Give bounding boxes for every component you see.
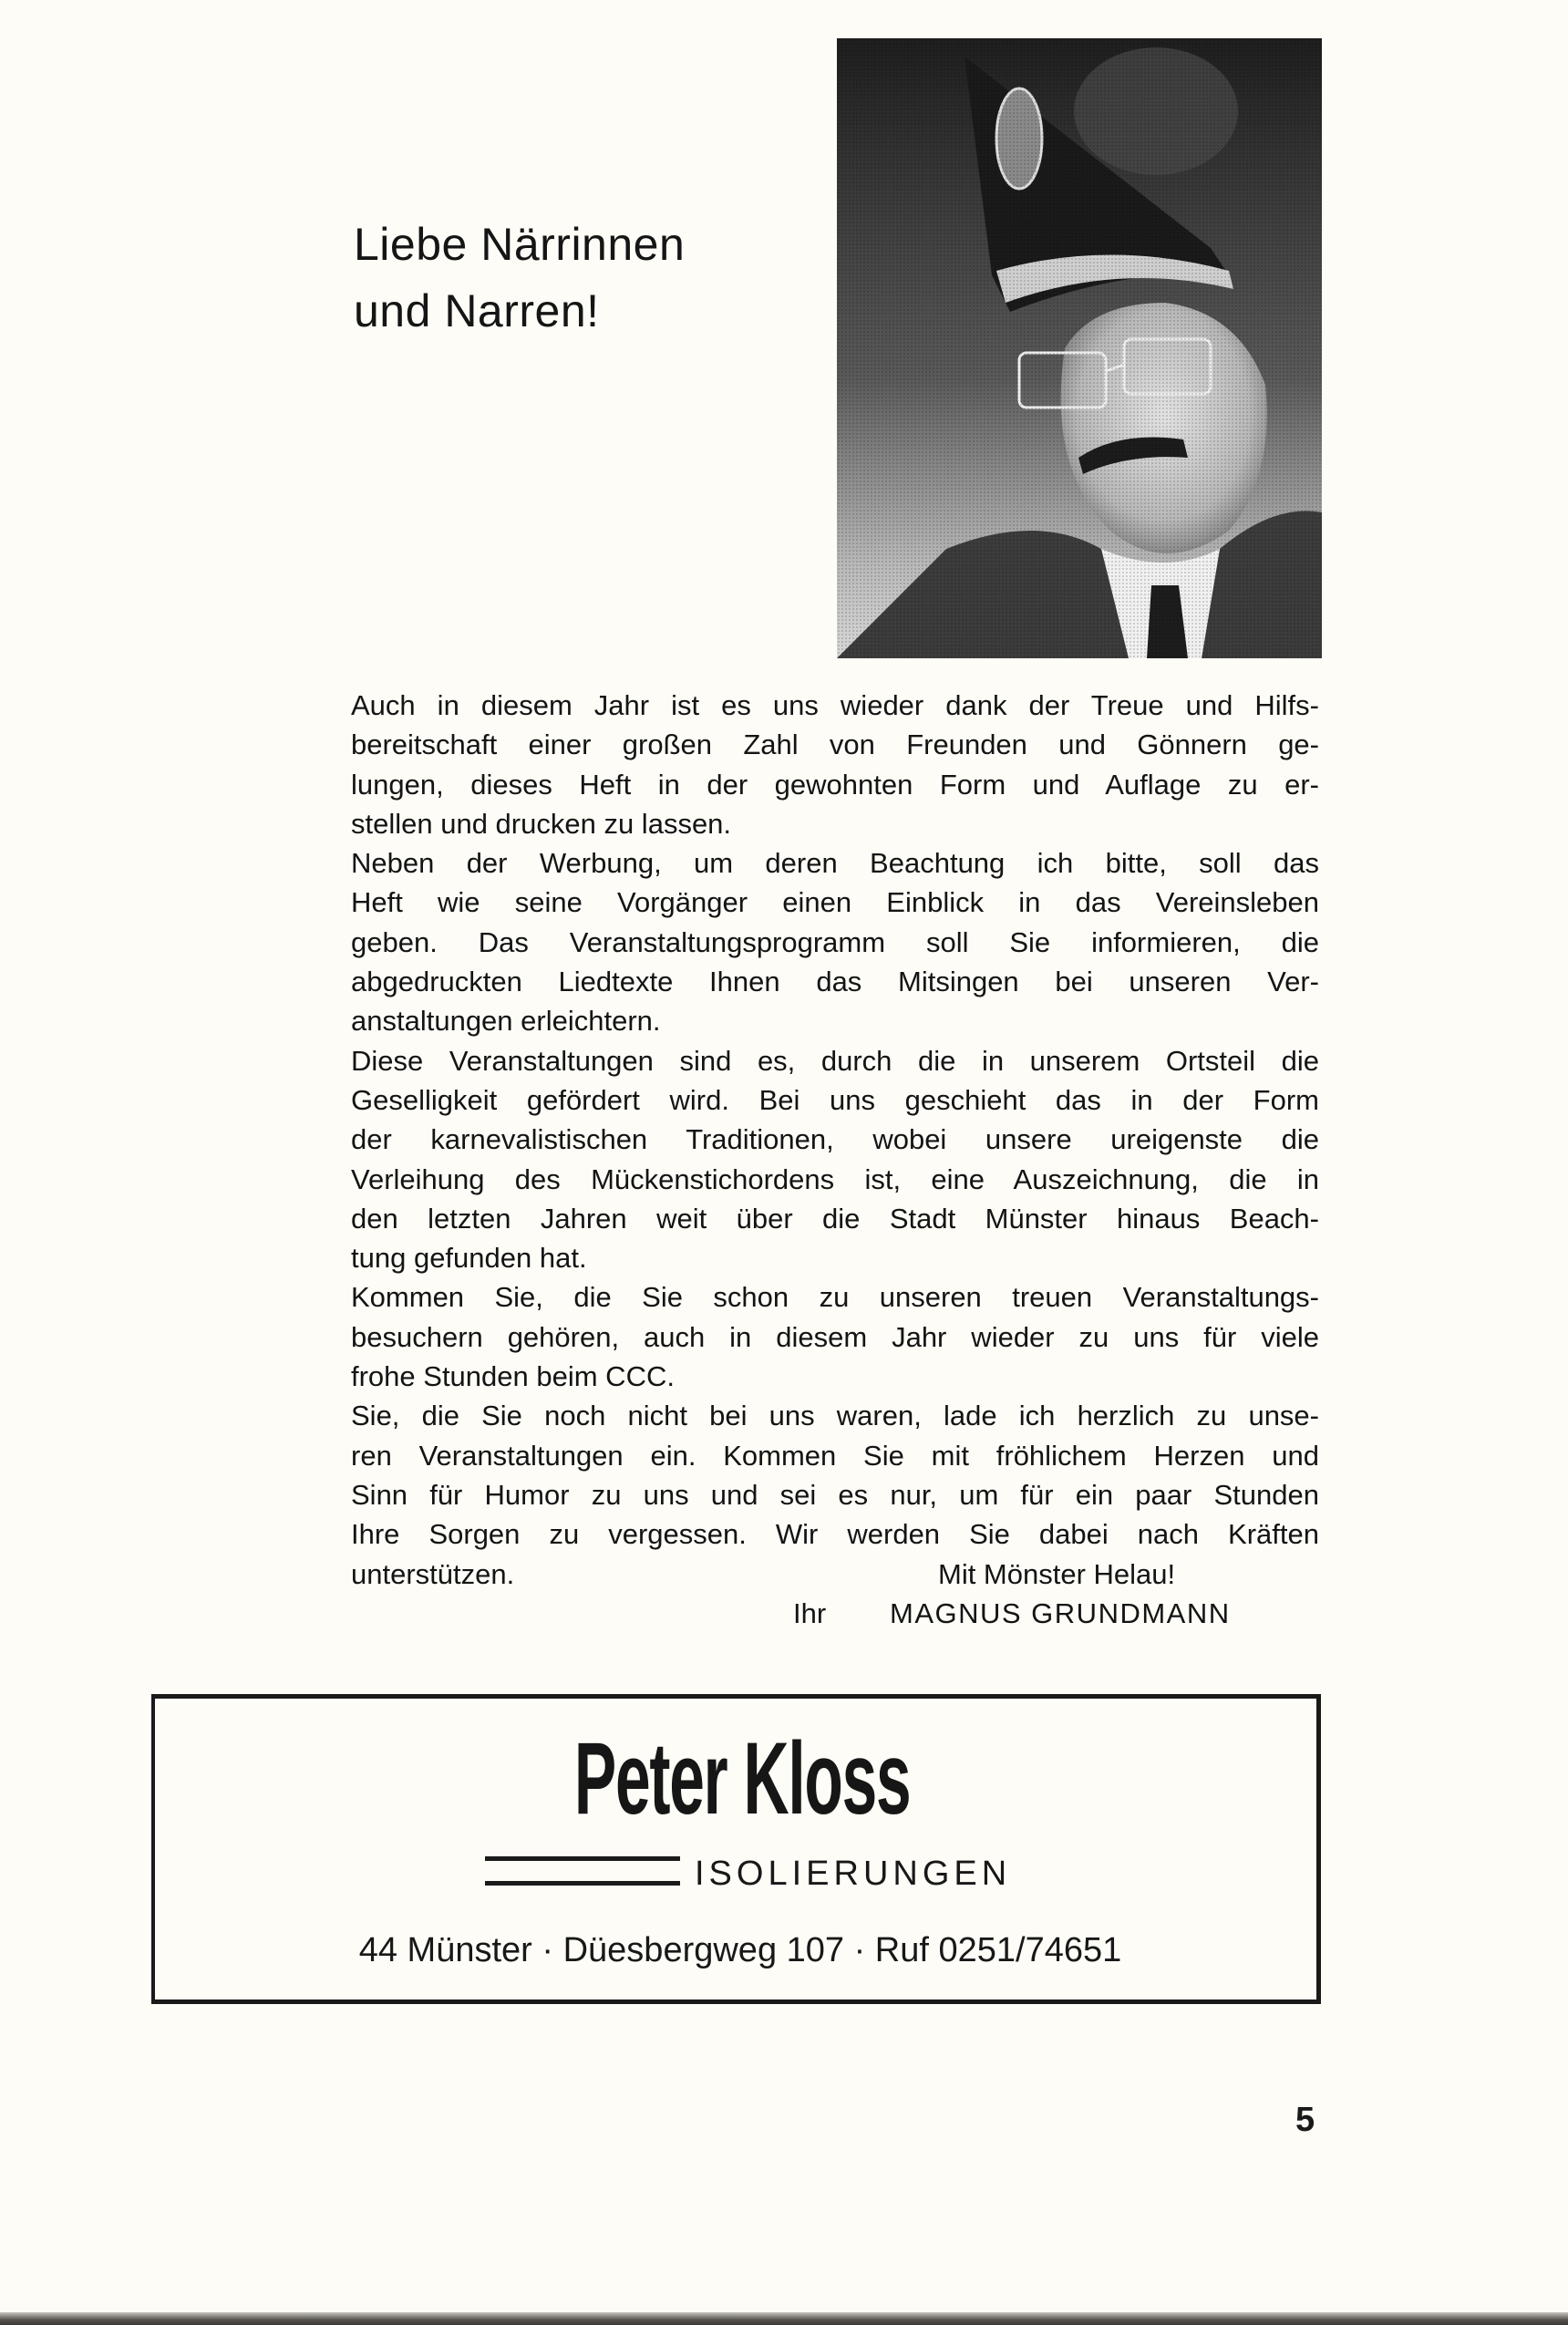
signature-row	[351, 1594, 1319, 1633]
letter-body	[351, 686, 1319, 1633]
letter-line: lungen, dieses Heft in der gewohnten Form und Auflage zu er-	[351, 768, 1319, 801]
letter-line: Geselligkeit gefördert wird. Bei uns geschieht das in der Form	[351, 1083, 1319, 1116]
signature-name: MAGNUS GRUNDMANN	[890, 1596, 1231, 1629]
rule-line	[485, 1881, 680, 1886]
letter-line: besuchern gehören, auch in diesem Jahr wieder zu uns für viele	[351, 1320, 1319, 1353]
letter-line: Sinn für Humor zu uns und sei es nur, um für ein paar Stunden	[351, 1478, 1319, 1511]
letter-line: Sie, die Sie noch nicht bei uns waren, lade ich herzlich zu unse-	[351, 1400, 1319, 1432]
halftone-overlay	[837, 38, 1322, 658]
ad-company-name	[487, 1720, 997, 1835]
closing-text: unterstützen.	[351, 1557, 515, 1590]
letter-line: Neben der Werbung, um deren Beachtung ich bitte, soll das	[351, 847, 1319, 880]
page-number: 5	[1295, 2101, 1315, 2139]
letter-line: Diese Veranstaltungen sind es, durch die in unserem Ortsteil die	[351, 1044, 1319, 1077]
scan-edge	[0, 2312, 1568, 2325]
signature-prefix: Ihr	[793, 1596, 827, 1629]
letter-line: frohe Stunden beim CCC.	[351, 1360, 675, 1393]
letter-line: geben. Das Veranstaltungsprogramm soll Sie informieren, die	[351, 925, 1319, 958]
letter-line: Auch in diesem Jahr ist es uns wieder dank der Treue und Hilfs-	[351, 689, 1319, 721]
letter-line: Ihre Sorgen zu vergessen. Wir werden Sie dabei nach Kräften	[351, 1518, 1319, 1551]
carnival-salute: Mit Mönster Helau!	[938, 1557, 1176, 1590]
advertisement-box	[151, 1694, 1321, 2004]
portrait-photo	[837, 38, 1322, 658]
closing-row	[351, 1555, 1319, 1594]
letter-line: abgedruckten Liedtexte Ihnen das Mitsingen bei unseren Ver-	[351, 966, 1319, 998]
company-logo-text: Peter Kloss	[573, 1720, 911, 1835]
heading-line: und Narren!	[354, 285, 600, 336]
letter-line: ren Veranstaltungen ein. Kommen Sie mit fröhlichem Herzen und	[351, 1439, 1319, 1472]
double-rule-decoration	[485, 1856, 680, 1887]
greeting-heading	[354, 212, 828, 345]
letter-line: der karnevalistischen Traditionen, wobei unsere ureigenste die	[351, 1123, 1319, 1156]
letter-line: anstaltungen erleichtern.	[351, 1005, 661, 1038]
ad-address: 44 Münster · Düesbergweg 107 · Ruf 0251/74651	[358, 1931, 1122, 1969]
ad-subtitle: ISOLIERUNGEN	[695, 1855, 1012, 1893]
letter-line: stellen und drucken zu lassen.	[351, 807, 732, 840]
letter-line: Kommen Sie, die Sie schon zu unseren treuen Veranstaltungs-	[351, 1281, 1319, 1314]
rule-line	[485, 1856, 680, 1861]
letter-line: den letzten Jahren weit über die Stadt Münster hinaus Beach-	[351, 1202, 1319, 1235]
heading-line: Liebe Närrinnen	[354, 219, 686, 270]
letter-line: Verleihung des Mückenstichordens ist, eine Auszeichnung, die in	[351, 1162, 1319, 1195]
portrait-illustration	[837, 38, 1322, 658]
letter-line: tung gefunden hat.	[351, 1242, 587, 1275]
letter-line: Heft wie seine Vorgänger einen Einblick in das Vereinsleben	[351, 886, 1319, 919]
letter-line: bereitschaft einer großen Zahl von Freunden und Gönnern ge-	[351, 728, 1319, 761]
